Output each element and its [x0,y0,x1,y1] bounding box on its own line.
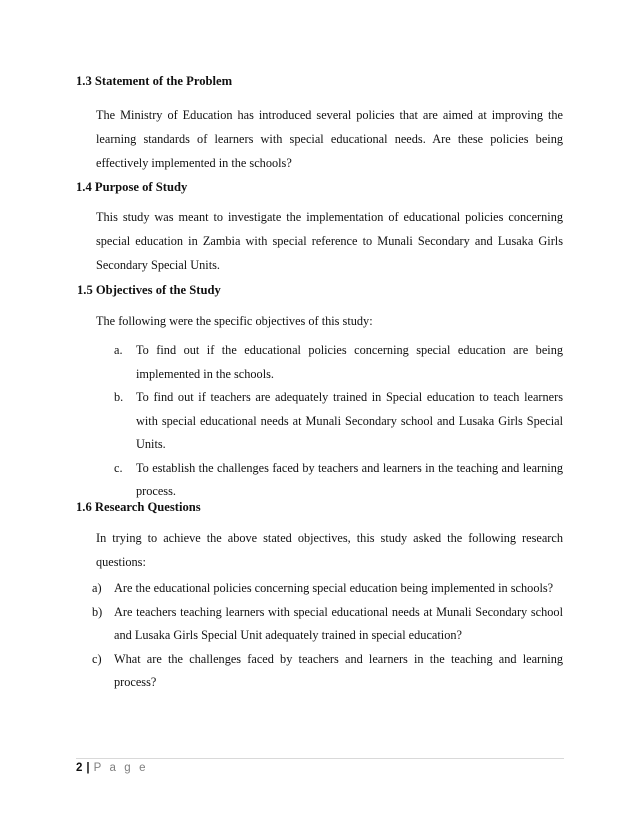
question-item-b [92,601,563,648]
paragraph-statement-of-problem: The Ministry of Education has introduced several policies that are aimed at improving the learning standards of learners with special educational needs. Are these policies being effectively implemented in the schools? [96,108,563,170]
list-marker: c. [114,460,123,475]
question-text: Are the educational policies concerning special education being implemented in schools? [114,581,554,595]
list-marker: b. [114,390,124,404]
objective-text: To find out if the educational policies concerning special education are being implemented in the schools. [136,343,563,381]
list-marker: c) [92,651,102,666]
objective-text: To establish the challenges faced by teachers and learners in the teaching and learning process. [136,460,563,498]
heading-statement-of-problem: 1.3 Statement of the Problem [76,74,233,88]
objectives-list [114,339,563,504]
question-text: Are teachers teaching learners with special educational needs at Munali Secondary school and Lusaka Girls Special Unit adequately trained in special education? [114,604,563,642]
page-label: P a g e [93,762,149,774]
objective-item-b [114,386,563,457]
paragraph-objectives-intro: The following were the specific objectives of this study: [96,314,373,328]
list-marker: b) [92,604,103,619]
footer-separator: | [86,762,90,774]
heading-research-questions: 1.6 Research Questions [76,500,201,514]
page-footer [76,758,564,774]
question-item-c [92,648,563,695]
objective-item-a [114,339,563,386]
heading-purpose-of-study: 1.4 Purpose of Study [76,180,188,194]
question-text: What are the challenges faced by teachers and learners in the teaching and learning process? [114,651,563,689]
heading-objectives-of-study: 1.5 Objectives of the Study [77,283,221,297]
question-item-a [92,577,563,601]
objective-text: To find out if teachers are adequately trained in Special education to teach learners with special educational needs at Munali Secondary school and Lusaka Girls Special Units. [136,390,563,451]
research-questions-list [92,577,563,695]
list-marker: a. [114,343,123,357]
paragraph-purpose-of-study: This study was meant to investigate the implementation of educational policies concerning special education in Zambia with special reference to Munali Secondary and Lusaka Girls Secondary Special Units. [96,210,563,272]
paragraph-research-questions-intro: In trying to achieve the above stated objectives, this study asked the following research questions: [96,531,563,569]
objective-item-c [114,457,563,504]
list-marker: a) [92,581,102,595]
page-number: 2 [76,762,83,774]
